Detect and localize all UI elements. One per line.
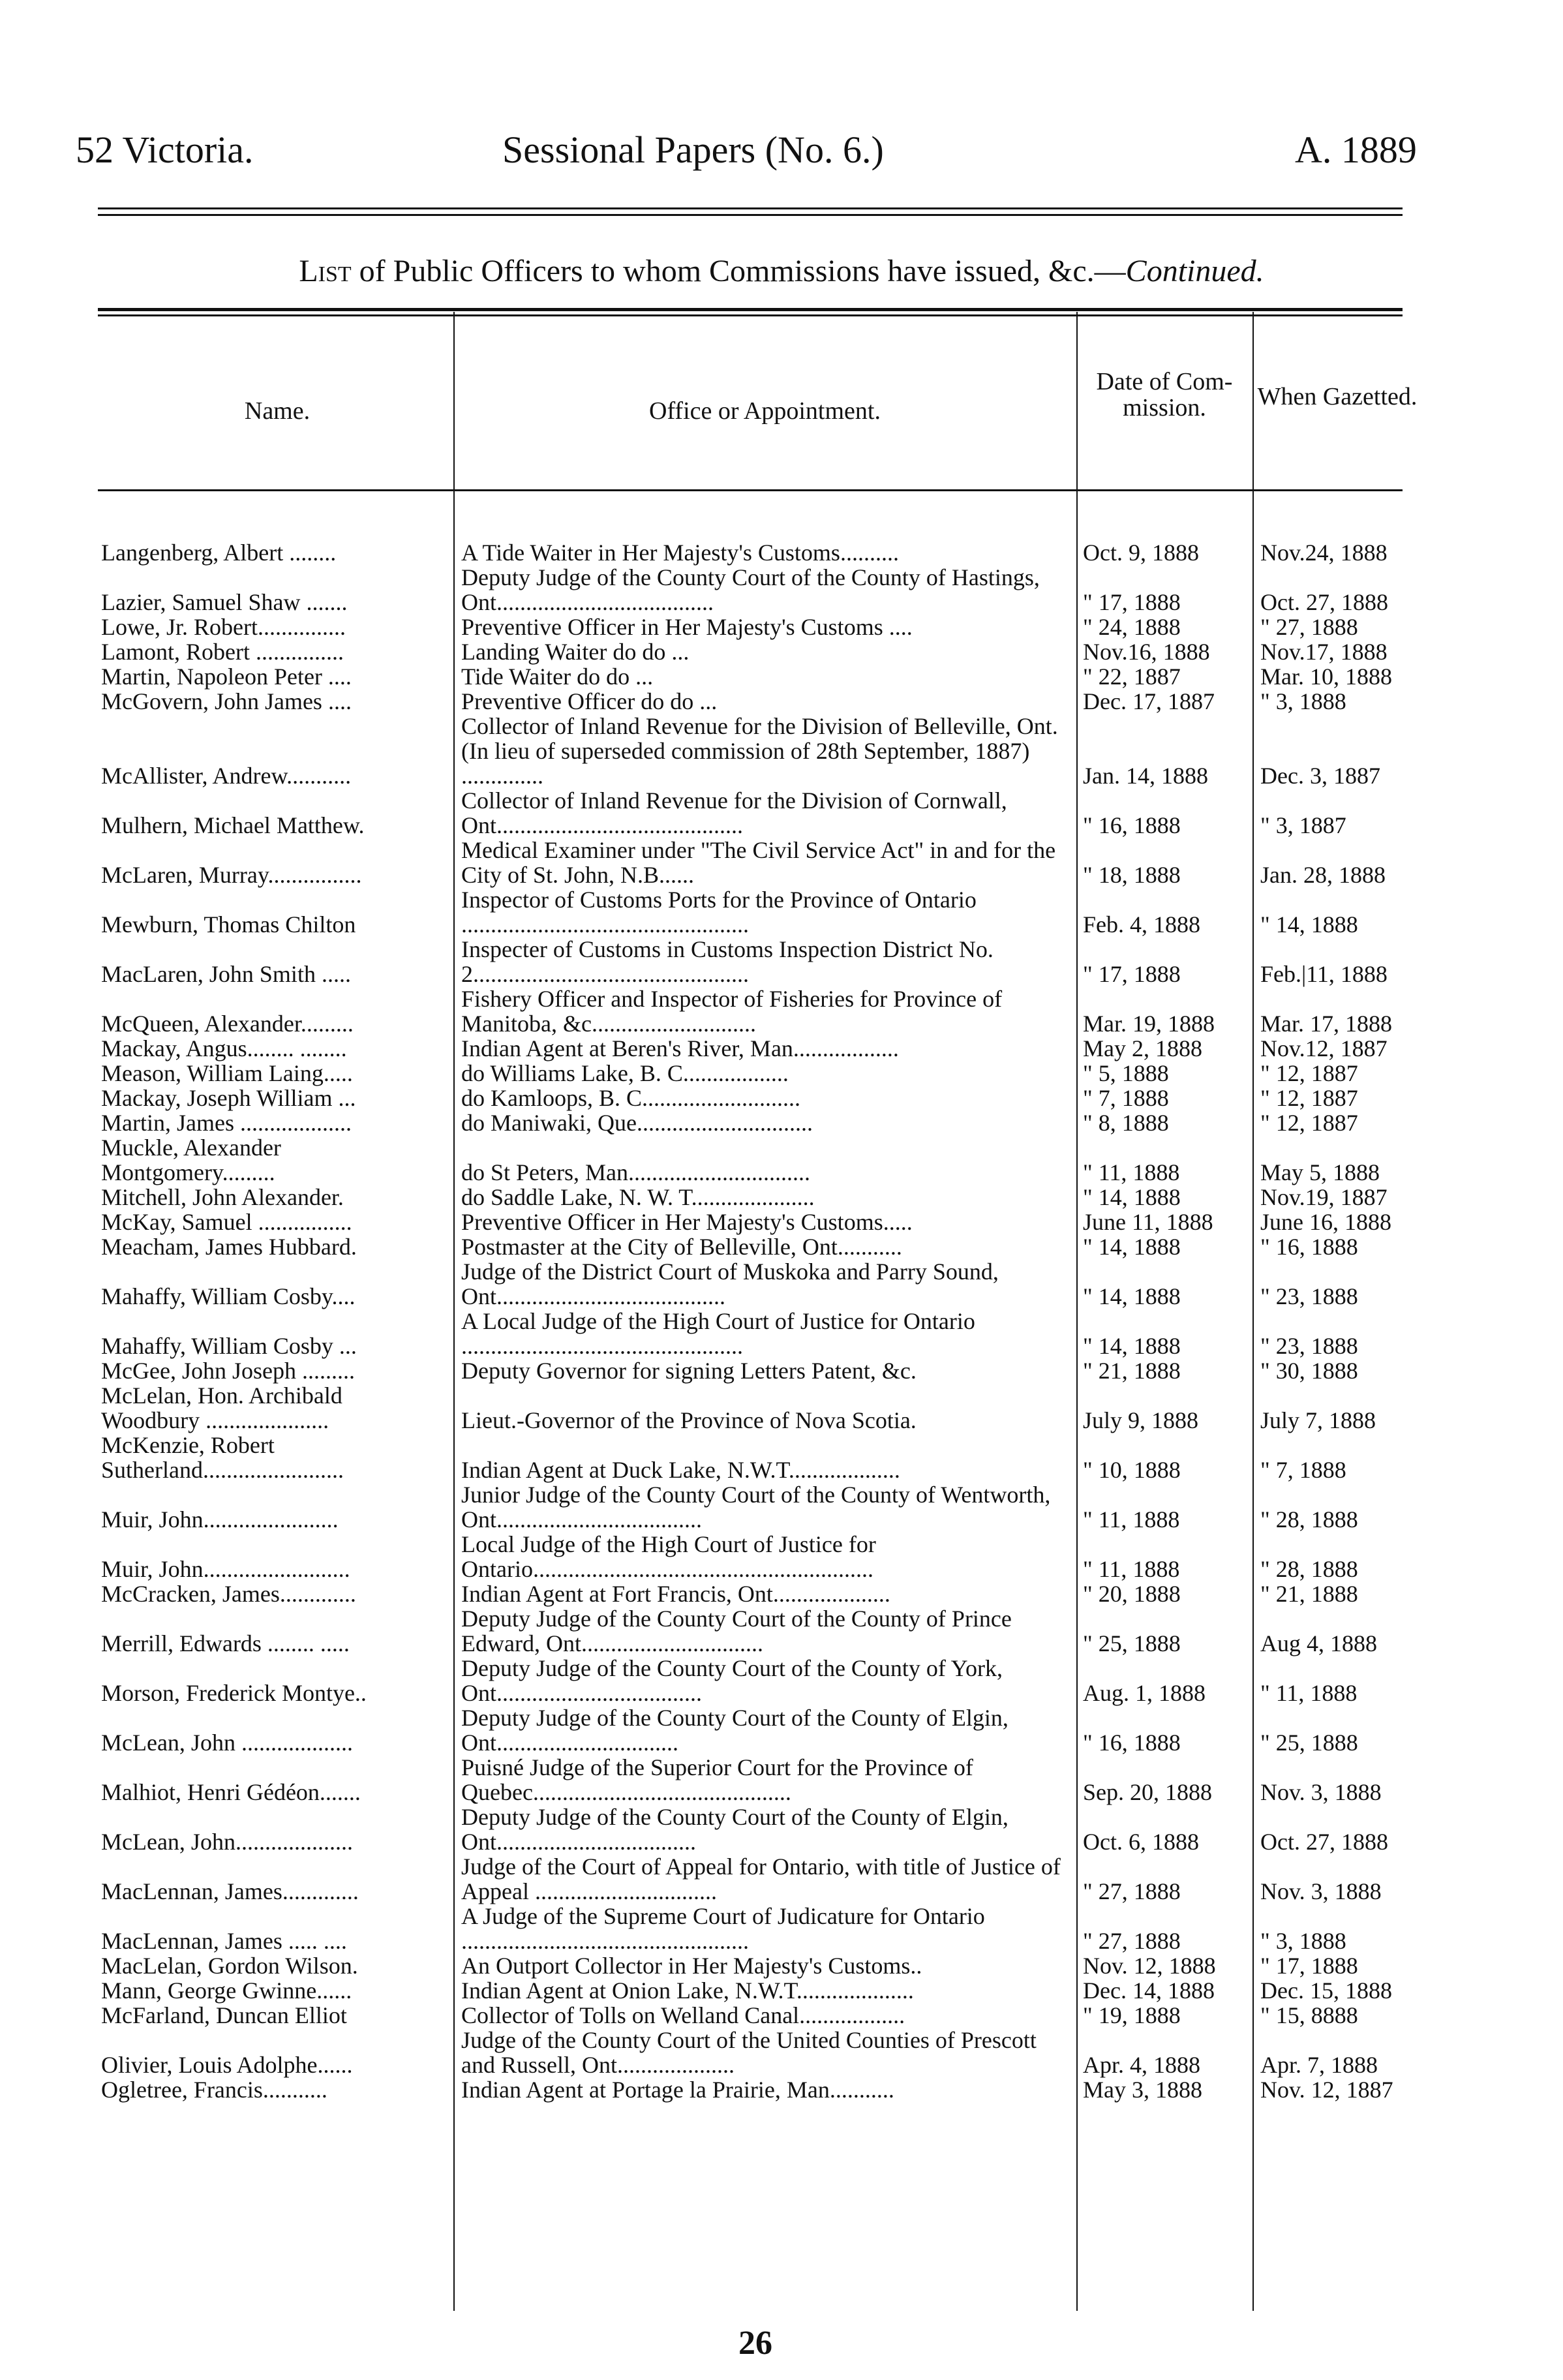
- office-cell: Medical Examiner under "The Civil Service Act" in and for the City of St. John, N.B......: [461, 837, 1056, 888]
- office-cell: Deputy Judge of the County Court of the County of Prince Edward, Ont...............................: [461, 1606, 1012, 1656]
- date-cell: Nov.16, 1888: [1083, 639, 1210, 665]
- gazetted-cell: " 3, 1887: [1260, 812, 1346, 838]
- name-cell: Muir, John.......................: [101, 1506, 339, 1533]
- office-cell: Deputy Judge of the County Court of the County of Elgin, Ont...............................: [461, 1705, 1009, 1756]
- table-row: [101, 788, 1425, 838]
- name-cell: McLelan, Hon. Archibald Woodbury .....................: [101, 1382, 342, 1433]
- table-row: [101, 639, 1425, 664]
- gazetted-cell: Mar. 17, 1888: [1260, 1011, 1392, 1037]
- name-cell: Lazier, Samuel Shaw .......: [101, 589, 348, 615]
- gazetted-cell: " 12, 1887: [1260, 1060, 1358, 1086]
- name-cell: Mackay, Angus........ ........: [101, 1035, 347, 1061]
- gazetted-cell: Apr. 7, 1888: [1260, 2052, 1378, 2078]
- name-cell: Lowe, Jr. Robert...............: [101, 614, 346, 640]
- name-cell: Meason, William Laing.....: [101, 1060, 353, 1086]
- date-cell: " 8, 1888: [1083, 1110, 1169, 1136]
- table-row: [101, 1036, 1425, 1061]
- list-title: [0, 253, 1563, 289]
- office-cell: Deputy Judge of the County Court of the County of Elgin, Ont..................................: [461, 1804, 1009, 1855]
- date-cell: Feb. 4, 1888: [1083, 911, 1200, 938]
- date-cell: " 11, 1888: [1083, 1159, 1180, 1185]
- gazetted-cell: " 15, 8888: [1260, 2002, 1358, 2028]
- table-row: [101, 1978, 1425, 2003]
- office-cell: Tide Waiter do do ...: [461, 664, 654, 690]
- gazetted-cell: " 21, 1888: [1260, 1581, 1358, 1607]
- gazetted-cell: " 27, 1888: [1260, 614, 1358, 640]
- table-row: [101, 1433, 1425, 1482]
- name-cell: Meacham, James Hubbard.: [101, 1234, 357, 1260]
- date-cell: " 19, 1888: [1083, 2002, 1181, 2028]
- office-cell: do St Peters, Man...............................: [461, 1159, 810, 1185]
- table-row: [101, 1383, 1425, 1433]
- gazetted-cell: " 25, 1888: [1260, 1730, 1358, 1756]
- table-row: [101, 1854, 1425, 1904]
- office-cell: Collector of Tolls on Welland Canal..................: [461, 2002, 905, 2028]
- table-row: [101, 1185, 1425, 1210]
- date-cell: " 14, 1888: [1083, 1184, 1181, 1210]
- date-cell: " 27, 1888: [1083, 1928, 1181, 1954]
- office-cell: Deputy Governor for signing Letters Patent, &c.: [461, 1358, 917, 1384]
- gazetted-cell: " 23, 1888: [1260, 1333, 1358, 1359]
- name-cell: Ogletree, Francis...........: [101, 2077, 327, 2103]
- office-cell: Judge of the District Court of Muskoka and Parry Sound, Ont.......................................: [461, 1259, 999, 1309]
- gazetted-cell: Nov. 12, 1887: [1260, 2077, 1393, 2103]
- office-cell: Judge of the Court of Appeal for Ontario, with title of Justice of Appeal ...............................: [461, 1854, 1061, 1904]
- office-cell: Deputy Judge of the County Court of the County of Hastings, Ont.....................................: [461, 564, 1040, 615]
- office-cell: A Local Judge of the High Court of Justice for Ontario ................................................: [461, 1308, 975, 1359]
- table-row: [101, 1358, 1425, 1383]
- name-cell: Mitchell, John Alexander.: [101, 1184, 344, 1210]
- office-cell: Indian Agent at Fort Francis, Ont....................: [461, 1581, 890, 1607]
- title-tail: Continued.: [1125, 254, 1264, 288]
- title-rule-bottom: [98, 314, 1403, 316]
- office-cell: do Williams Lake, B. C..................: [461, 1060, 789, 1086]
- table-row: [101, 937, 1425, 986]
- name-cell: Mulhern, Michael Matthew.: [101, 812, 365, 838]
- date-cell: " 17, 1888: [1083, 961, 1181, 987]
- office-cell: Preventive Officer do do ...: [461, 688, 718, 714]
- date-cell: Jan. 14, 1888: [1083, 763, 1208, 789]
- column-header-date: Date of Com-mission.: [1096, 368, 1233, 421]
- office-cell: Local Judge of the High Court of Justice for Ontario..........................................................: [461, 1531, 876, 1582]
- name-cell: McKay, Samuel ................: [101, 1209, 352, 1235]
- table-row: [101, 1482, 1425, 1532]
- date-cell: Mar. 19, 1888: [1083, 1011, 1215, 1037]
- gazetted-cell: " 16, 1888: [1260, 1234, 1358, 1260]
- table-row: [101, 1309, 1425, 1358]
- table-row: [101, 1805, 1425, 1854]
- column-header-name: Name.: [244, 397, 311, 425]
- gazetted-cell: " 3, 1888: [1260, 688, 1346, 714]
- date-cell: " 7, 1888: [1083, 1085, 1169, 1111]
- date-cell: " 18, 1888: [1083, 862, 1181, 888]
- table-row: [101, 689, 1425, 714]
- date-cell: " 11, 1888: [1083, 1556, 1180, 1582]
- table-row: [101, 664, 1425, 689]
- gazetted-cell: " 28, 1888: [1260, 1506, 1358, 1533]
- date-cell: " 14, 1888: [1083, 1283, 1181, 1309]
- gazetted-cell: " 12, 1887: [1260, 1085, 1358, 1111]
- date-cell: Oct. 9, 1888: [1083, 540, 1199, 566]
- office-cell: do Maniwaki, Que..............................: [461, 1110, 813, 1136]
- name-cell: MacLennan, James ..... ....: [101, 1928, 347, 1954]
- gazetted-cell: " 23, 1888: [1260, 1283, 1358, 1309]
- table-row: [101, 1259, 1425, 1309]
- column-header-rule: [98, 489, 1403, 491]
- office-cell: Indian Agent at Duck Lake, N.W.T...................: [461, 1457, 900, 1483]
- table-row: [101, 1606, 1425, 1656]
- header-rule-bottom: [98, 214, 1403, 216]
- table-row: [101, 986, 1425, 1036]
- date-cell: " 16, 1888: [1083, 1730, 1181, 1756]
- gazetted-cell: July 7, 1888: [1260, 1407, 1376, 1433]
- table-row: [101, 1210, 1425, 1234]
- office-cell: Indian Agent at Portage la Prairie, Man...........: [461, 2077, 894, 2103]
- table-row: [101, 1581, 1425, 1606]
- date-cell: " 17, 1888: [1083, 589, 1181, 615]
- office-cell: Fishery Officer and Inspector of Fisheries for Province of Manitoba, &c............................: [461, 986, 1003, 1037]
- gazetted-cell: " 12, 1887: [1260, 1110, 1358, 1136]
- name-cell: McQueen, Alexander.........: [101, 1011, 354, 1037]
- table-row: [101, 887, 1425, 937]
- office-cell: Lieut.-Governor of the Province of Nova Scotia.: [461, 1407, 917, 1433]
- date-cell: Apr. 4, 1888: [1083, 2052, 1200, 2078]
- office-cell: Preventive Officer in Her Majesty's Customs ....: [461, 614, 913, 640]
- office-cell: do Kamloops, B. C...........................: [461, 1085, 801, 1111]
- running-head-center: Sessional Papers (No. 6.): [502, 129, 884, 171]
- gazetted-cell: Feb.|11, 1888: [1260, 961, 1388, 987]
- running-head-left: 52 Victoria.: [76, 129, 254, 171]
- running-head-right: A. 1889: [1295, 129, 1417, 171]
- date-cell: " 25, 1888: [1083, 1630, 1181, 1656]
- table-row: [101, 1532, 1425, 1581]
- table-row: [101, 565, 1425, 615]
- name-cell: McFarland, Duncan Elliot: [101, 2002, 347, 2028]
- gazetted-cell: " 7, 1888: [1260, 1457, 1346, 1483]
- name-cell: McKenzie, Robert Sutherland........................: [101, 1432, 344, 1483]
- date-cell: " 16, 1888: [1083, 812, 1181, 838]
- name-cell: McLaren, Murray................: [101, 862, 362, 888]
- gazetted-cell: " 11, 1888: [1260, 1680, 1358, 1706]
- table-row: [101, 1656, 1425, 1705]
- name-cell: Martin, James ...................: [101, 1110, 352, 1136]
- date-cell: July 9, 1888: [1083, 1407, 1199, 1433]
- name-cell: Lamont, Robert ...............: [101, 639, 344, 665]
- office-cell: Landing Waiter do do ...: [461, 639, 690, 665]
- date-cell: " 14, 1888: [1083, 1333, 1181, 1359]
- date-cell: June 11, 1888: [1083, 1209, 1213, 1235]
- office-cell: A Judge of the Supreme Court of Judicature for Ontario .................................................: [461, 1903, 985, 1954]
- gazetted-cell: Nov.12, 1887: [1260, 1035, 1388, 1061]
- date-cell: " 24, 1888: [1083, 614, 1181, 640]
- date-cell: " 11, 1888: [1083, 1506, 1180, 1533]
- name-cell: McLean, John....................: [101, 1829, 353, 1855]
- name-cell: Muckle, Alexander Montgomery.........: [101, 1135, 281, 1185]
- gazetted-cell: " 3, 1888: [1260, 1928, 1346, 1954]
- header-rule-top: [98, 207, 1403, 209]
- gazetted-cell: Oct. 27, 1888: [1260, 1829, 1388, 1855]
- office-cell: Preventive Officer in Her Majesty's Customs.....: [461, 1209, 913, 1235]
- date-cell: " 14, 1888: [1083, 1234, 1181, 1260]
- name-cell: Mahaffy, William Cosby....: [101, 1283, 356, 1309]
- table-row: [101, 1135, 1425, 1185]
- name-cell: Merrill, Edwards ........ .....: [101, 1630, 350, 1656]
- table-row: [101, 1110, 1425, 1135]
- gazetted-cell: Oct. 27, 1888: [1260, 589, 1388, 615]
- gazetted-cell: Nov. 3, 1888: [1260, 1878, 1382, 1904]
- gazetted-cell: Dec. 15, 1888: [1260, 1977, 1392, 2004]
- office-cell: Postmaster at the City of Belleville, Ont...........: [461, 1234, 902, 1260]
- table-row: [101, 2077, 1425, 2102]
- date-cell: Dec. 17, 1887: [1083, 688, 1215, 714]
- title-lead: List: [299, 254, 352, 288]
- name-cell: Muir, John.........................: [101, 1556, 350, 1582]
- gazetted-cell: Nov.19, 1887: [1260, 1184, 1388, 1210]
- name-cell: McCracken, James.............: [101, 1581, 356, 1607]
- gazetted-cell: Jan. 28, 1888: [1260, 862, 1386, 888]
- office-cell: Judge of the County Court of the United Counties of Prescott and Russell, Ont....................: [461, 2027, 1037, 2078]
- name-cell: MacLaren, John Smith .....: [101, 961, 351, 987]
- name-cell: Martin, Napoleon Peter ....: [101, 664, 352, 690]
- office-cell: Collector of Inland Revenue for the Division of Cornwall, Ont..........................................: [461, 787, 1007, 838]
- office-cell: An Outport Collector in Her Majesty's Customs..: [461, 1953, 922, 1979]
- gazetted-cell: Nov.24, 1888: [1260, 540, 1388, 566]
- office-cell: Puisné Judge of the Superior Court for the Province of Quebec............................................: [461, 1754, 973, 1805]
- name-cell: McGovern, John James ....: [101, 688, 352, 714]
- office-cell: Indian Agent at Onion Lake, N.W.T....................: [461, 1977, 914, 2004]
- date-cell: Sep. 20, 1888: [1083, 1779, 1212, 1805]
- name-cell: McAllister, Andrew...........: [101, 763, 352, 789]
- name-cell: MacLelan, Gordon Wilson.: [101, 1953, 358, 1979]
- office-cell: Deputy Judge of the County Court of the County of York, Ont...................................: [461, 1655, 1003, 1706]
- gazetted-cell: " 28, 1888: [1260, 1556, 1358, 1582]
- name-cell: Mann, George Gwinne......: [101, 1977, 352, 2004]
- table-row: [101, 540, 1425, 565]
- table-row: [101, 1705, 1425, 1755]
- table-row: [101, 1234, 1425, 1259]
- table-row: [101, 1061, 1425, 1086]
- date-cell: Aug. 1, 1888: [1083, 1680, 1206, 1706]
- office-cell: A Tide Waiter in Her Majesty's Customs..........: [461, 540, 899, 566]
- gazetted-cell: Mar. 10, 1888: [1260, 664, 1392, 690]
- name-cell: Mackay, Joseph William ...: [101, 1085, 356, 1111]
- name-cell: MacLennan, James.............: [101, 1878, 359, 1904]
- table-row: [101, 2028, 1425, 2077]
- title-rule-top: [98, 308, 1403, 311]
- date-cell: " 21, 1888: [1083, 1358, 1181, 1384]
- name-cell: McLean, John ...................: [101, 1730, 353, 1756]
- title-body: of Public Officers to whom Commissions have issued, &c.—: [351, 254, 1126, 288]
- office-cell: Junior Judge of the County Court of the County of Wentworth, Ont...................................: [461, 1482, 1051, 1533]
- table-row: [101, 714, 1425, 788]
- gazetted-cell: " 30, 1888: [1260, 1358, 1358, 1384]
- name-cell: Morson, Frederick Montye..: [101, 1680, 367, 1706]
- name-cell: Malhiot, Henri Gédéon.......: [101, 1779, 361, 1805]
- date-cell: Nov. 12, 1888: [1083, 1953, 1216, 1979]
- gazetted-cell: Dec. 3, 1887: [1260, 763, 1380, 789]
- table-row: [101, 1953, 1425, 1978]
- date-cell: " 5, 1888: [1083, 1060, 1169, 1086]
- office-cell: Collector of Inland Revenue for the Division of Belleville, Ont. (In lieu of superseded commission of 28th September, 1887) ..............: [461, 713, 1058, 789]
- office-cell: Inspector of Customs Ports for the Province of Ontario .................................................: [461, 887, 977, 938]
- name-cell: Mahaffy, William Cosby ...: [101, 1333, 357, 1359]
- gazetted-cell: May 5, 1888: [1260, 1159, 1380, 1185]
- date-cell: " 20, 1888: [1083, 1581, 1181, 1607]
- gazetted-cell: Aug 4, 1888: [1260, 1630, 1377, 1656]
- commission-table: [101, 540, 1425, 2102]
- date-cell: " 27, 1888: [1083, 1878, 1181, 1904]
- gazetted-cell: Nov. 3, 1888: [1260, 1779, 1382, 1805]
- date-cell: May 3, 1888: [1083, 2077, 1202, 2103]
- page-number: 26: [738, 2325, 772, 2362]
- date-cell: May 2, 1888: [1083, 1035, 1202, 1061]
- gazetted-cell: June 16, 1888: [1260, 1209, 1391, 1235]
- date-cell: Oct. 6, 1888: [1083, 1829, 1199, 1855]
- column-header-gazetted: When Gazetted.: [1257, 383, 1418, 410]
- table-row: [101, 2003, 1425, 2028]
- name-cell: Mewburn, Thomas Chilton: [101, 911, 356, 938]
- table-row: [101, 1755, 1425, 1805]
- office-cell: do Saddle Lake, N. W. T.....................: [461, 1184, 815, 1210]
- date-cell: " 10, 1888: [1083, 1457, 1181, 1483]
- name-cell: Olivier, Louis Adolphe......: [101, 2052, 353, 2078]
- name-cell: McGee, John Joseph .........: [101, 1358, 355, 1384]
- table-row: [101, 1904, 1425, 1953]
- table-row: [101, 838, 1425, 887]
- date-cell: Dec. 14, 1888: [1083, 1977, 1215, 2004]
- table-row: [101, 1086, 1425, 1110]
- date-cell: " 22, 1887: [1083, 664, 1181, 690]
- office-cell: Inspecter of Customs in Customs Inspection District No. 2...............................................: [461, 936, 994, 987]
- gazetted-cell: Nov.17, 1888: [1260, 639, 1388, 665]
- office-cell: Indian Agent at Beren's River, Man..................: [461, 1035, 899, 1061]
- gazetted-cell: " 17, 1888: [1260, 1953, 1358, 1979]
- gazetted-cell: " 14, 1888: [1260, 911, 1358, 938]
- table-row: [101, 615, 1425, 639]
- name-cell: Langenberg, Albert ........: [101, 540, 337, 566]
- column-header-office: Office or Appointment.: [649, 397, 881, 425]
